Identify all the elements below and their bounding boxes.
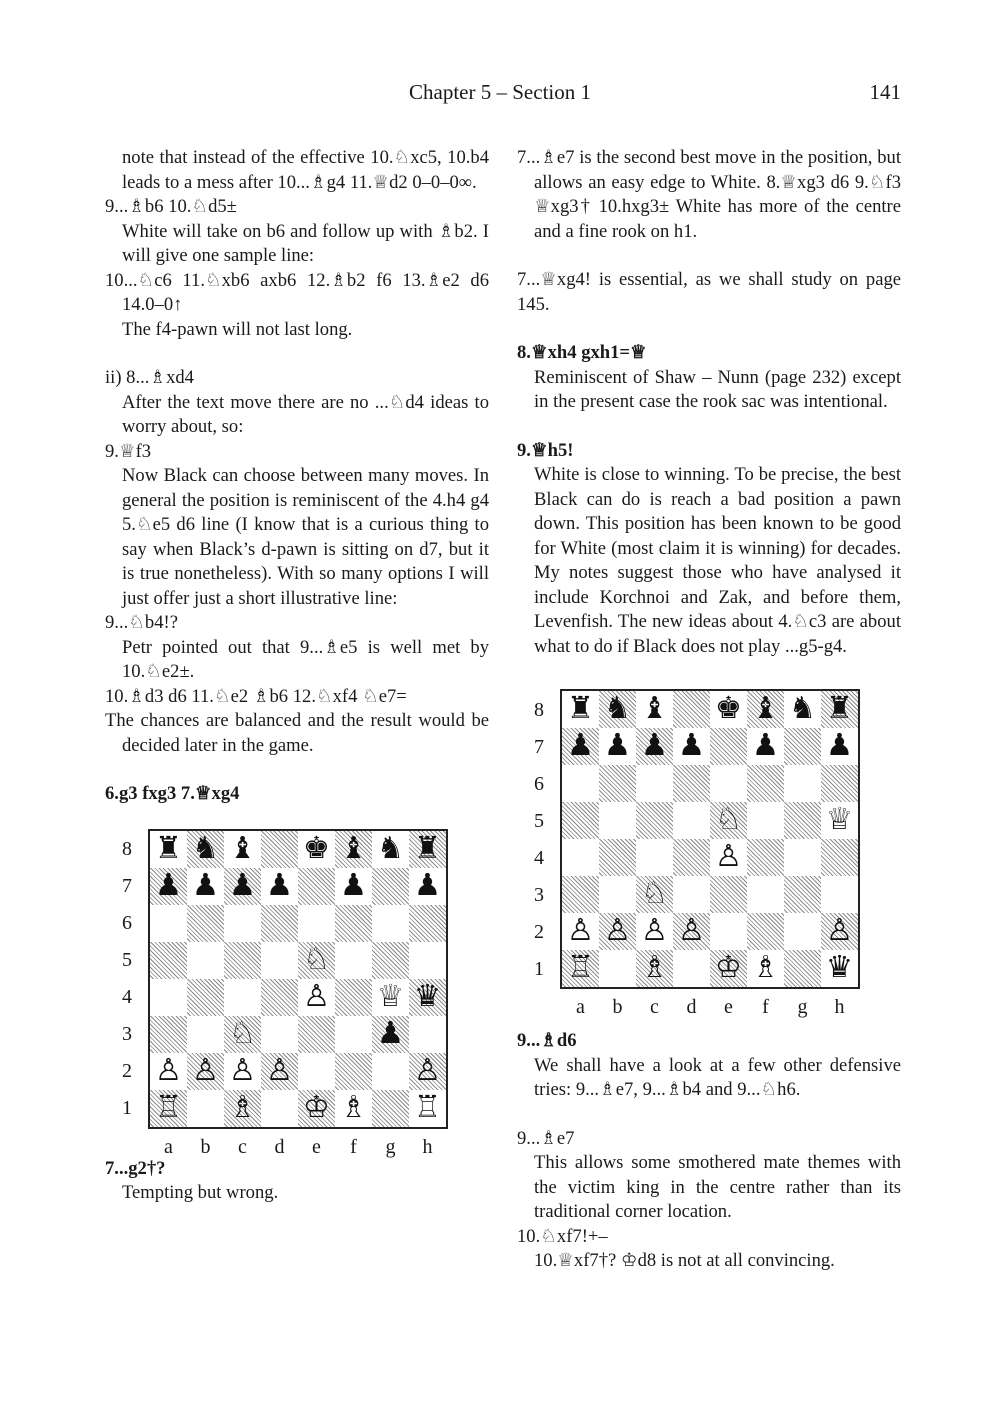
chess-piece: ♟ [566, 728, 595, 764]
square-f5 [335, 942, 372, 979]
square-c1 [224, 1090, 261, 1127]
square-c7 [636, 728, 673, 765]
square-e2 [710, 913, 747, 950]
annotation-paragraph: Now Black can choose between many moves. In general the position is reminiscent of the 4.h4 g4 5.♘e5 d6 line (I know that is a curious thing to say when Black’s d-pawn is sitting on d7, but it is true nonetheless). With so many options I will just offer just a short illustrative line: [122, 465, 489, 609]
rank-label: 2 [534, 920, 544, 943]
square-d4 [673, 839, 710, 876]
chess-piece: ♙ [825, 913, 854, 949]
square-h5 [409, 942, 446, 979]
annotation-paragraph: Petr pointed out that 9...♗e5 is well met by 10.♘e2±. [122, 636, 489, 682]
chess-piece: ♙ [228, 1052, 257, 1088]
square-c7 [224, 868, 261, 905]
square-d1 [673, 950, 710, 987]
chess-piece: ♟ [154, 867, 183, 903]
square-a1 [150, 1090, 187, 1127]
chess-piece: ♟ [825, 728, 854, 764]
file-label: h [834, 996, 845, 1018]
square-c2 [636, 913, 673, 950]
square-d7 [261, 868, 298, 905]
square-c6 [636, 765, 673, 802]
annotation-paragraph: After the text move there are no ...♘d4 ideas to worry about, so: [122, 391, 489, 437]
rank-label: 5 [534, 809, 544, 832]
square-e5 [710, 802, 747, 839]
chess-piece: ♙ [603, 913, 632, 949]
square-d8 [261, 831, 298, 868]
annotation-tempting: Tempting but wrong. [122, 1182, 279, 1203]
square-f1 [335, 1090, 372, 1127]
square-f4 [747, 839, 784, 876]
chessboard [560, 689, 860, 989]
rank-label: 1 [122, 1097, 132, 1119]
square-f6 [747, 765, 784, 802]
file-label: h [422, 1135, 433, 1158]
chess-piece: ♞ [788, 691, 817, 727]
square-f2 [747, 913, 784, 950]
square-b3 [599, 876, 636, 913]
square-e7 [710, 728, 747, 765]
square-c3 [224, 1016, 261, 1053]
annotation-paragraph: 7...♗e7 is the second best move in the position, but allows an easy edge to White. 8.♕xg3 d6 9.♘f3 ♕xg3† 10.hxg3± White has more of the centre and a fine rook on h1. [517, 147, 901, 242]
move-heading-9-qh5: 9.♕h5! [517, 439, 574, 461]
square-f2 [335, 1053, 372, 1090]
chess-piece: ♟ [751, 728, 780, 764]
right-column-bottom-text [517, 1054, 901, 1274]
square-h2 [821, 913, 858, 950]
right-column [517, 146, 901, 1274]
rank-label: 2 [122, 1060, 132, 1082]
file-label: b [612, 996, 623, 1018]
chess-piece: ♘ [302, 941, 331, 977]
chess-piece: ♔ [302, 1089, 331, 1125]
square-g7 [372, 868, 409, 905]
square-g6 [784, 765, 821, 802]
square-f8 [747, 691, 784, 728]
square-b1 [187, 1090, 224, 1127]
chess-piece: ♟ [339, 867, 368, 903]
square-g2 [372, 1053, 409, 1090]
square-c5 [224, 942, 261, 979]
square-a3 [150, 1016, 187, 1053]
running-header-title: Chapter 5 – Section 1 [409, 80, 591, 104]
square-d6 [673, 765, 710, 802]
chess-piece: ♜ [825, 691, 854, 727]
square-e3 [298, 1016, 335, 1053]
rank-label: 5 [122, 949, 132, 971]
chess-piece: ♟ [191, 867, 220, 903]
rank-label: 8 [534, 698, 544, 721]
square-h7 [821, 728, 858, 765]
square-e6 [298, 905, 335, 942]
square-a1 [562, 950, 599, 987]
square-h1 [409, 1090, 446, 1127]
square-e7 [298, 868, 335, 905]
square-a6 [150, 905, 187, 942]
chess-piece: ♗ [228, 1089, 257, 1125]
square-b3 [187, 1016, 224, 1053]
square-c4 [224, 979, 261, 1016]
square-g6 [372, 905, 409, 942]
paragraph-gap [105, 342, 489, 366]
chess-piece: ♘ [714, 802, 743, 838]
square-h8 [409, 831, 446, 868]
rank-label: 4 [122, 986, 132, 1008]
square-c8 [224, 831, 261, 868]
annotation-paragraph: note that instead of the effective 10.♘xc5, 10.b4 leads to a mess after 10...♗g4 11.♕d2 0–0–0∞. [122, 147, 489, 193]
annotation-paragraph: White will take on b6 and follow up with ♗b2. I will give one sample line: [122, 220, 489, 266]
square-f8 [335, 831, 372, 868]
square-h6 [821, 765, 858, 802]
square-b7 [187, 868, 224, 905]
square-g4 [784, 839, 821, 876]
chess-piece: ♟ [413, 867, 442, 903]
square-c3 [636, 876, 673, 913]
square-a3 [562, 876, 599, 913]
chess-piece: ♝ [751, 691, 780, 727]
square-e6 [710, 765, 747, 802]
chess-piece: ♞ [603, 691, 632, 727]
rank-label: 6 [122, 912, 132, 934]
annotation-paragraph: 9...♘b4!? [105, 612, 178, 633]
square-e8 [710, 691, 747, 728]
file-label: g [385, 1135, 396, 1158]
square-c2 [224, 1053, 261, 1090]
square-a8 [150, 831, 187, 868]
square-h3 [409, 1016, 446, 1053]
chess-piece: ♟ [603, 728, 632, 764]
square-b8 [599, 691, 636, 728]
square-d5 [261, 942, 298, 979]
square-d3 [261, 1016, 298, 1053]
square-d2 [673, 913, 710, 950]
annotation-paragraph: This allows some smothered mate themes with the victim king in the centre rather than its traditional corner location. [534, 1152, 901, 1222]
file-label: d [686, 996, 697, 1018]
square-d4 [261, 979, 298, 1016]
square-f5 [747, 802, 784, 839]
chess-piece: ♙ [566, 913, 595, 949]
square-c6 [224, 905, 261, 942]
square-b5 [599, 802, 636, 839]
square-b1 [599, 950, 636, 987]
chess-piece: ♔ [714, 950, 743, 986]
square-a5 [562, 802, 599, 839]
chess-piece: ♙ [191, 1052, 220, 1088]
file-label: a [164, 1135, 173, 1158]
square-a2 [562, 913, 599, 950]
chess-piece: ♙ [677, 913, 706, 949]
rank-label: 1 [534, 957, 544, 980]
square-g1 [784, 950, 821, 987]
chess-piece: ♝ [640, 691, 669, 727]
annotation-paragraph: 10.♕xf7†? ♔d8 is not at all convincing. [534, 1250, 835, 1271]
square-b7 [599, 728, 636, 765]
square-b6 [599, 765, 636, 802]
square-f7 [747, 728, 784, 765]
rank-label: 6 [534, 772, 544, 795]
square-e8 [298, 831, 335, 868]
square-c5 [636, 802, 673, 839]
file-label: f [350, 1135, 357, 1158]
square-h7 [409, 868, 446, 905]
chess-piece: ♙ [714, 839, 743, 875]
file-label: c [238, 1135, 247, 1158]
paragraph-gap [517, 244, 901, 268]
square-a7 [150, 868, 187, 905]
chess-piece: ♘ [228, 1015, 257, 1051]
chess-piece: ♗ [751, 950, 780, 986]
chess-piece: ♛ [413, 978, 442, 1014]
rank-label: 7 [534, 735, 544, 758]
annotation-close-to-winning: White is close to winning. To be precise, the best Black can do is reach a bad position a pawn down. This position has been known to be good for White (most claim it is winning) for decades. My notes suggest those who have analysed it include Korchnoi and Zak, and before them, Levenfish. The new ideas about 4.♘c3 are about what to do if Black does not play ...g5-g4. [534, 464, 901, 657]
file-label: c [650, 996, 659, 1018]
chess-piece: ♙ [413, 1052, 442, 1088]
square-d7 [673, 728, 710, 765]
square-e5 [298, 942, 335, 979]
left-column-text [105, 146, 489, 758]
left-column [105, 146, 489, 1206]
chess-piece: ♙ [640, 913, 669, 949]
square-d3 [673, 876, 710, 913]
chess-piece: ♟ [265, 867, 294, 903]
square-f3 [335, 1016, 372, 1053]
square-d1 [261, 1090, 298, 1127]
square-g4 [372, 979, 409, 1016]
square-f6 [335, 905, 372, 942]
square-c4 [636, 839, 673, 876]
square-c8 [636, 691, 673, 728]
square-g5 [784, 802, 821, 839]
square-b2 [187, 1053, 224, 1090]
square-a4 [150, 979, 187, 1016]
square-d8 [673, 691, 710, 728]
annotation-paragraph: The f4-pawn will not last long. [122, 318, 353, 340]
paragraph-gap [517, 1103, 901, 1127]
square-d5 [673, 802, 710, 839]
square-b6 [187, 905, 224, 942]
square-h6 [409, 905, 446, 942]
file-label: e [724, 996, 733, 1018]
square-a4 [562, 839, 599, 876]
rank-label: 3 [534, 883, 544, 906]
square-d2 [261, 1053, 298, 1090]
square-h4 [821, 839, 858, 876]
square-e4 [710, 839, 747, 876]
file-label: d [274, 1135, 285, 1158]
chess-piece: ♟ [376, 1015, 405, 1051]
square-f4 [335, 979, 372, 1016]
square-c1 [636, 950, 673, 987]
file-label: f [762, 996, 769, 1018]
annotation-paragraph: 10.♘xf7!+– [517, 1225, 608, 1247]
square-b8 [187, 831, 224, 868]
square-h3 [821, 876, 858, 913]
square-e1 [710, 950, 747, 987]
annotation-paragraph: 10...♘c6 11.♘xb6 axb6 12.♗b2 f6 13.♗e2 d6 14.0–0↑ [105, 269, 489, 315]
square-a8 [562, 691, 599, 728]
square-f3 [747, 876, 784, 913]
square-g8 [372, 831, 409, 868]
square-g2 [784, 913, 821, 950]
chess-piece: ♝ [339, 830, 368, 866]
square-a6 [562, 765, 599, 802]
square-g1 [372, 1090, 409, 1127]
chess-piece: ♖ [413, 1089, 442, 1125]
file-label: e [312, 1135, 321, 1158]
square-b5 [187, 942, 224, 979]
chess-piece: ♙ [154, 1052, 183, 1088]
square-h8 [821, 691, 858, 728]
move-heading-9-bd6: 9...♗d6 [517, 1030, 577, 1051]
square-h5 [821, 802, 858, 839]
annotation-paragraph: We shall have a look at a few other defensive tries: 9...♗e7, 9...♗b4 and 9...♘h6. [534, 1054, 901, 1100]
square-a2 [150, 1053, 187, 1090]
square-e3 [710, 876, 747, 913]
square-e1 [298, 1090, 335, 1127]
chess-piece: ♚ [714, 691, 743, 727]
chess-piece: ♘ [640, 876, 669, 912]
chessboard [148, 829, 448, 1129]
annotation-paragraph: ii) 8...♗xd4 [105, 367, 194, 388]
chess-piece: ♗ [339, 1089, 368, 1125]
chess-piece: ♗ [640, 950, 669, 986]
chess-diagram-1 [105, 807, 489, 1157]
square-g5 [372, 942, 409, 979]
chess-piece: ♖ [566, 950, 595, 986]
square-h1 [821, 950, 858, 987]
square-f1 [747, 950, 784, 987]
file-label: a [576, 996, 585, 1018]
annotation-shaw-nunn: Reminiscent of Shaw – Nunn (page 232) except in the present case the rook sac was intentional. [534, 366, 901, 412]
chess-piece: ♜ [154, 830, 183, 866]
square-g3 [372, 1016, 409, 1053]
chess-piece: ♙ [302, 978, 331, 1014]
annotation-paragraph: 9...♗e7 [517, 1127, 575, 1149]
square-e2 [298, 1053, 335, 1090]
file-label: b [200, 1135, 211, 1158]
chess-piece: ♟ [677, 728, 706, 764]
annotation-paragraph: The chances are balanced and the result would be decided later in the game. [105, 710, 489, 756]
annotation-paragraph: 10.♗d3 d6 11.♘e2 ♗b6 12.♘xf4 ♘e7= [105, 685, 407, 707]
square-b2 [599, 913, 636, 950]
square-g7 [784, 728, 821, 765]
rank-label: 3 [122, 1023, 132, 1045]
chess-piece: ♞ [191, 830, 220, 866]
chess-piece: ♖ [154, 1089, 183, 1125]
square-h2 [409, 1053, 446, 1090]
page-number: 141 [869, 80, 901, 104]
move-heading-6-g3: 6.g3 fxg3 7.♕xg4 [105, 783, 240, 804]
annotation-paragraph: 7...♕xg4! is essential, as we shall study on page 145. [517, 269, 901, 315]
rank-label: 4 [534, 846, 544, 869]
chess-piece: ♕ [825, 802, 854, 838]
square-d6 [261, 905, 298, 942]
chess-diagram-2 [517, 659, 901, 1029]
chess-piece: ♕ [376, 978, 405, 1014]
square-h4 [409, 979, 446, 1016]
square-b4 [187, 979, 224, 1016]
move-heading-8-qxh4: 8.♕xh4 gxh1=♕ [517, 342, 647, 363]
chess-piece: ♛ [825, 950, 854, 986]
square-a7 [562, 728, 599, 765]
right-column-top-text [517, 146, 901, 317]
file-label: g [797, 996, 808, 1018]
annotation-paragraph: 9...♗b6 10.♘d5± [105, 196, 237, 217]
square-g8 [784, 691, 821, 728]
chess-piece: ♟ [640, 728, 669, 764]
annotation-paragraph: 9.♕f3 [105, 440, 152, 462]
rank-label: 7 [122, 875, 132, 897]
move-heading-7-g2: 7...g2†? [105, 1157, 166, 1179]
square-b4 [599, 839, 636, 876]
chess-piece: ♝ [228, 830, 257, 866]
square-e4 [298, 979, 335, 1016]
chess-piece: ♜ [566, 691, 595, 727]
chess-piece: ♟ [228, 867, 257, 903]
chess-piece: ♙ [265, 1052, 294, 1088]
square-f7 [335, 868, 372, 905]
square-a5 [150, 942, 187, 979]
chess-piece: ♚ [302, 830, 331, 866]
rank-label: 8 [122, 838, 132, 860]
chess-piece: ♜ [413, 830, 442, 866]
chess-piece: ♞ [376, 830, 405, 866]
square-g3 [784, 876, 821, 913]
